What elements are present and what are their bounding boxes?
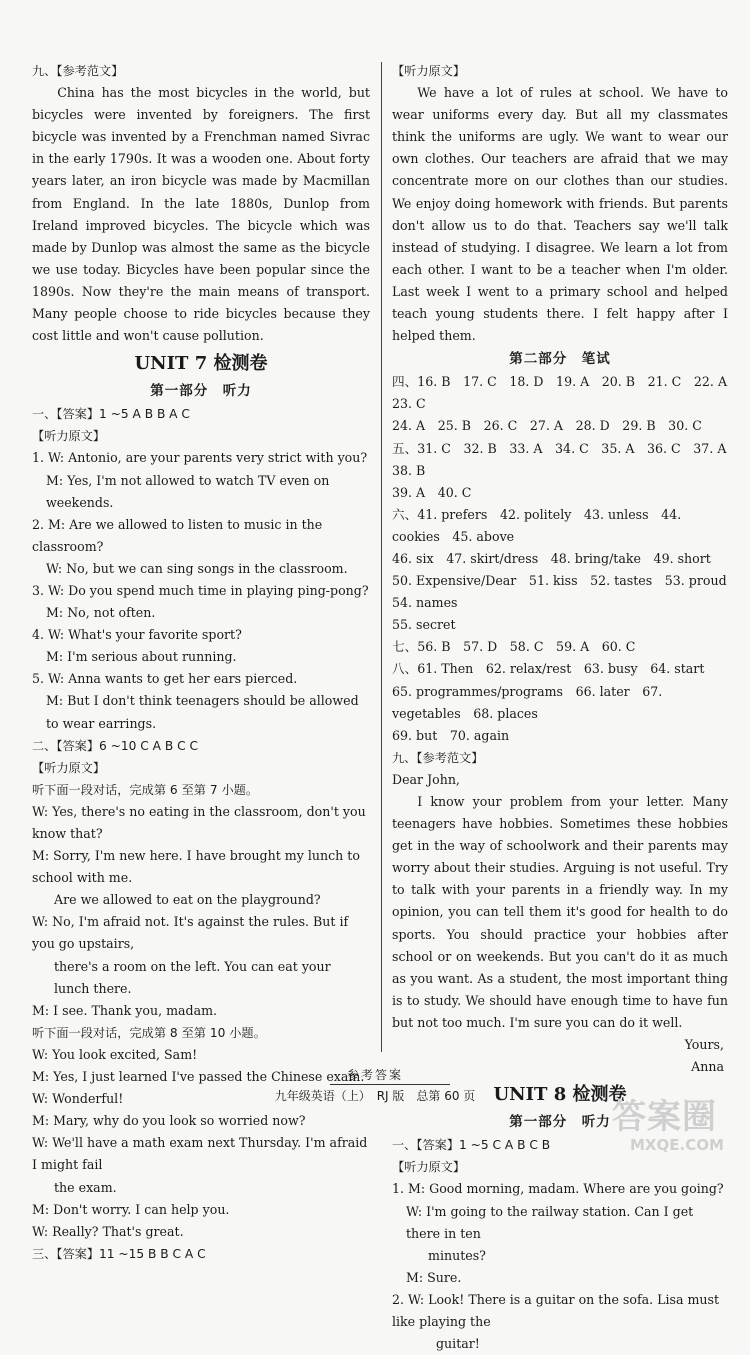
- conv1-line-4: M: I see. Thank you, madam.: [32, 1002, 218, 1018]
- answer-line: 55. secret: [392, 617, 456, 633]
- unit8-dialog-3: M: Sure.: [406, 1269, 462, 1285]
- unit7-part1-title: 第一部分 听力: [150, 383, 252, 400]
- unit8-part1-title: 第一部分 听力: [509, 1114, 611, 1131]
- dialog-1-q: 1. W: Antonio, are your parents very strict with you?: [32, 450, 368, 466]
- listening-passage: We have a lot of rules at school. We have to wear uniforms every day. But all my classmates think the uniforms are ugly. We want to wear our own clothes. Our teachers are afraid that we may concentrate more on our clothes than our studies. We enjoy doing homework with friends. But parents don't allow us to do that. Teachers say we'll talk instead of studying. I disagree. We learn a lot from each other. I want to be a teacher when I'm older. Last week I went to a primary school and helped teach young students there. I felt happy after I helped them.: [392, 85, 728, 344]
- listening-script-label: 【听力原文】: [32, 429, 106, 444]
- unit8-title: UNIT 8 检测卷: [493, 1084, 627, 1106]
- unit7-part2-title: 第二部分 笔试: [509, 351, 611, 368]
- answer-line: 四、16. B 17. C 18. D 19. A 20. B 21. C 22. A 23. C: [392, 374, 740, 412]
- dialog-5-a: M: But I don't think teenagers should be allowed to wear earrings.: [46, 693, 359, 731]
- intro-8-10: 听下面一段对话，完成第 8 至第 10 小题。: [32, 1025, 266, 1040]
- conv1-line-3: W: No, I'm afraid not. It's against the rules. But if you go upstairs,: [32, 914, 349, 952]
- conv1-line-2-cont: Are we allowed to eat on the playground?: [54, 892, 321, 908]
- dialog-3-a: M: No, not often.: [46, 605, 156, 621]
- conv1-line-1: W: Yes, there's no eating in the classroom, don't you know that?: [32, 803, 366, 841]
- conv2-line-5-cont: the exam.: [54, 1179, 117, 1195]
- footer-page-info: 九年级英语（上） RJ 版 总第 60 页: [274, 1089, 476, 1103]
- letter-body: I know your problem from your letter. Many teenagers have hobbies. Sometimes these hobbies get in the way of schoolwork and their parents may worry about their studies. Arguing is not useful. Try to talk with your parents in a friendly way. In my opinion, you can tell them it's good for health to do sports. You should practice your hobbies after school or on weekends. But you can't do it as much as you want. As a student, the most important thing is to study. We should have enough time to have fun but not too much. I'm sure you can do it well.: [392, 794, 728, 1030]
- unit8-dialog-2-cont: minutes?: [428, 1247, 486, 1263]
- dialog-2-a: W: No, but we can sing songs in the classroom.: [46, 560, 348, 576]
- watermark-logo: [612, 1098, 742, 1160]
- dialog-4-a: M: I'm serious about running.: [46, 649, 237, 665]
- answer-line: 39. A 40. C: [392, 484, 472, 500]
- unit8-dialog-2: W: I'm going to the railway station. Can I get there in ten: [406, 1203, 694, 1241]
- right-column: [392, 60, 740, 1355]
- dialog-2-q: 2. M: Are we allowed to listen to music in the classroom?: [32, 516, 323, 554]
- dialog-5-q: 5. W: Anna wants to get her ears pierced.: [32, 671, 298, 687]
- watermark-text-cn: 答案圈: [612, 1097, 717, 1137]
- answer-1-5: 一、【答案】1 ~5 A B B A C: [32, 407, 190, 422]
- answer-line: 24. A 25. B 26. C 27. A 28. D 29. B 30. C: [392, 418, 702, 434]
- answer-line: 七、56. B 57. D 58. C 59. A 60. C: [392, 639, 636, 655]
- unit8-dialog-list: [392, 1178, 728, 1355]
- left-column: [32, 60, 370, 1265]
- answer-11-15: 三、【答案】11 ~15 B B C A C: [32, 1246, 206, 1261]
- dialog-1-a: M: Yes, I'm not allowed to watch TV even on weekends.: [46, 472, 330, 510]
- conv2-line-5: W: We'll have a math exam next Thursday. I'm afraid I might fail: [32, 1135, 368, 1173]
- reference-essay: China has the most bicycles in the world, but bicycles were invented by foreigners. The first bicycle was invented by a Frenchman named Sivrac in the early 1790s. It was a wooden one. About forty years later, an iron bicycle was made by Macmillan from England. In the late 1880s, Dunlop from Ireland improved bicycles. The bicycle which was made by Dunlop was almost the same as the bicycle we use today. Bicycles have been popular since the 1890s. Now they're the main means of transport. Many people choose to ride bicycles because they cost little and won't cause pollution.: [32, 85, 370, 344]
- conv2-line-4: M: Mary, why do you look so worried now?: [32, 1113, 306, 1129]
- answer-line: 69. but 70. again: [392, 727, 510, 743]
- letter-signature: Anna: [691, 1059, 724, 1075]
- dialog-3-q: 3. W: Do you spend much time in playing ping-pong?: [32, 582, 369, 598]
- answer-line: 六、41. prefers 42. politely 43. unless 44. cookies 45. above: [392, 506, 682, 544]
- unit7-title: UNIT 7 检测卷: [134, 353, 268, 375]
- footer-rule: [330, 1084, 450, 1085]
- answer-line: 65. programmes/programs 66. later 67. vegetables 68. places: [392, 683, 663, 721]
- answer-line: 五、31. C 32. B 33. A 34. C 35. A 36. C 37. A 38. B: [392, 440, 740, 478]
- conversation-6-7: [32, 801, 370, 1022]
- dialog-4-q: 4. W: What's your favorite sport?: [32, 627, 242, 643]
- conv2-line-3: W: Wonderful!: [32, 1091, 124, 1107]
- conv2-line-1: W: You look excited, Sam!: [32, 1046, 198, 1062]
- answer-6-10: 二、【答案】6 ~10 C A B C C: [32, 738, 198, 753]
- letter-greeting: Dear John,: [392, 771, 460, 787]
- unit8-dialog-4-cont: guitar!: [436, 1336, 480, 1352]
- answer-line: 八、61. Then 62. relax/rest 63. busy 64. start: [392, 661, 705, 677]
- watermark-text-url: MXQE.COM: [630, 1136, 724, 1154]
- unit8-script-label: 【听力原文】: [392, 1160, 466, 1175]
- conv2-line-2: M: Yes, I just learned I've passed the Chinese exam.: [32, 1069, 365, 1085]
- conv1-line-3-cont: there's a room on the left. You can eat your lunch there.: [54, 958, 331, 996]
- letter-closing: Yours,: [684, 1037, 724, 1053]
- conv1-line-2: M: Sorry, I'm new here. I have brought my lunch to school with me.: [32, 848, 360, 886]
- dialog-list-1-5: [32, 447, 370, 734]
- answer-line: 46. six 47. skirt/dress 48. bring/take 49. short: [392, 550, 711, 566]
- conv2-line-7: W: Really? That's great.: [32, 1223, 184, 1239]
- section-9-label-right: 九、【参考范文】: [392, 750, 484, 765]
- unit8-dialog-1: 1. M: Good morning, madam. Where are you going?: [392, 1181, 724, 1197]
- footer-title: 参考答案: [346, 1068, 403, 1082]
- unit8-dialog-4: 2. W: Look! There is a guitar on the sofa. Lisa must like playing the: [392, 1291, 720, 1329]
- listening-script-label-2: 【听力原文】: [32, 760, 106, 775]
- unit8-answer-1-5: 一、【答案】1 ~5 C A B C B: [392, 1138, 551, 1153]
- listening-script-label-3: 【听力原文】: [392, 64, 466, 78]
- intro-6-7: 听下面一段对话，完成第 6 至第 7 小题。: [32, 782, 259, 797]
- section-9-label: 九、【参考范文】: [32, 64, 124, 78]
- column-divider: [381, 62, 382, 1052]
- conv2-line-6: M: Don't worry. I can help you.: [32, 1201, 230, 1217]
- answer-key-list: [392, 371, 740, 747]
- answer-line: 50. Expensive/Dear 51. kiss 52. tastes 53. proud 54. names: [392, 573, 740, 611]
